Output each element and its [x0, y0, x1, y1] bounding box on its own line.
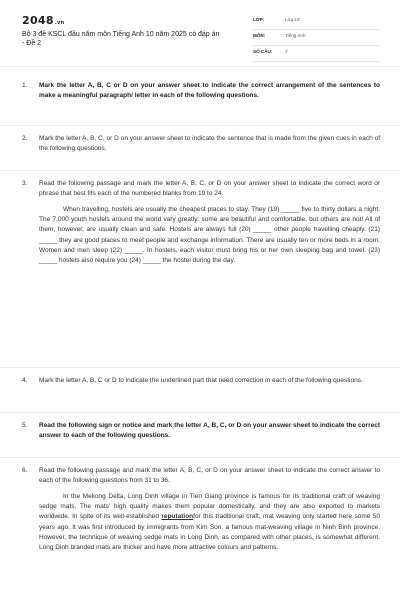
question-list	[0, 75, 400, 561]
question-instruction: Mark the letter A, B, C, or D on your answer sheet to indicate the sentence that is made from the given cues in each of the following questions.	[39, 135, 380, 152]
document-title: Bộ 3 đề KSCL đầu năm môn Tiếng Anh 10 năm 2025 có đáp án - Đề 2	[22, 31, 220, 47]
reading-passage: When travelling, hostels are usually the cheapest places to stay. They (19) _____ five to thirty dollars a night. The 7,000 youth hostels around the world vary greatly: some are beautiful and comfortable, but others are not! All of them, however, are usually clean and safe. Hostels are always full (20) _____ other people travelling cheaply. (21) _____ they are good places to meet people and exchange information. There are usually ten or more beds in a room. Women and men sleep (22) _____. In hostels, each visitor must bring his or her own sleeping bag and towel. (23) _____ hostels also require you (24) _____ the hostel during the day.	[39, 206, 380, 265]
meta-value: Tiếng Anh	[285, 33, 306, 38]
logo-main: 2048	[22, 14, 54, 27]
question-divider	[0, 412, 400, 413]
header-divider	[0, 66, 400, 67]
meta-row-class	[253, 14, 381, 30]
question-item	[0, 370, 400, 410]
meta-row-subject	[253, 30, 381, 46]
question-number: 1.	[22, 82, 28, 89]
meta-value: 7	[285, 49, 288, 54]
meta-label: SỐ CÂU:	[253, 49, 273, 54]
question-divider	[0, 170, 400, 171]
meta-label: MÔN:	[253, 33, 266, 38]
meta-row-question-count	[253, 46, 381, 62]
question-instruction: Read the following passage and mark the letter A, B, C, or D on your answer sheet to indicate the correct word or phrase that best fits each of the numbered blanks from 19 to 24.	[39, 180, 380, 197]
question-instruction: Read the following passage and mark the letter A, B, C, or D on your answer sheet to indicate the correct answer to each of the following questions from 31 to 36.	[39, 467, 380, 484]
question-number: 2.	[22, 135, 28, 142]
question-item	[0, 173, 400, 365]
question-item	[0, 75, 400, 123]
meta-label: LỚP:	[253, 17, 265, 22]
question-item	[0, 415, 400, 455]
passage-text: In the Mekong Delta, Long Dinh village in Tien Giang province is famous for its traditional craft of weaving sedge mats. The mats' high quality makes them popular domestically, and they are also exported to markets worldwide. In spite of its well-established	[39, 493, 380, 521]
question-instruction: Mark the letter A, B, C or D to indicate the underlined part that need correction in each of the following questions.	[39, 377, 363, 384]
passage-text: for this traditional craft, mat weaving only started here some 50 years ago. It was first introduced by immigrants from Kim Son, a famous mat-weaving village in Ninh Binh province. However, the technique of weaving sedge mats in Long Dinh, as compared with other places, is somewhat different. Long Dinh branded mats are thicker and have more attractive colours and patterns.	[39, 513, 380, 552]
reading-passage	[39, 492, 380, 553]
question-divider	[0, 125, 400, 126]
meta-table	[253, 14, 381, 62]
question-divider	[0, 367, 400, 368]
question-item	[0, 460, 400, 561]
question-number: 4.	[22, 377, 28, 384]
question-number: 5.	[22, 422, 28, 429]
page-header	[0, 0, 400, 60]
logo-suffix: .vn	[54, 20, 65, 26]
underlined-word: reputation	[161, 513, 194, 521]
question-number: 3.	[22, 180, 28, 187]
question-instruction: Mark the letter A, B, C or D on your answer sheet to indicate the correct arrangement of the sentences to make a meaningful paragraph/ letter in each of the following questions.	[39, 82, 380, 99]
question-instruction: Read the following sign or notice and mark the letter A, B, C, or D on your answer sheet to indicate the correct answer to each of the following questions.	[39, 422, 380, 439]
question-item	[0, 128, 400, 168]
site-logo[interactable]	[22, 14, 64, 27]
question-number: 6.	[22, 467, 28, 474]
question-divider	[0, 457, 400, 458]
meta-value: Lớp 10	[285, 17, 300, 22]
